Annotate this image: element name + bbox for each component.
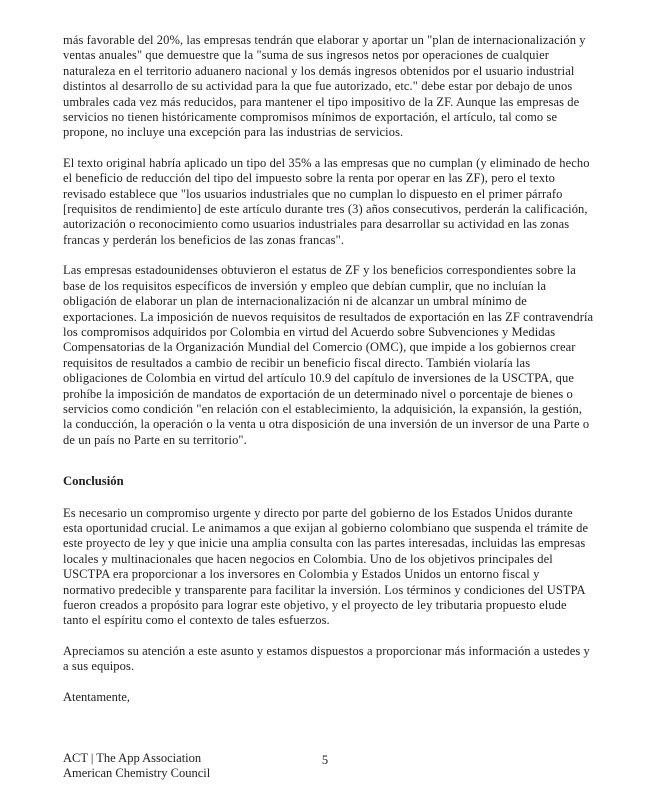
paragraph-us-companies-obligations: Las empresas estadounidenses obtuvieron el estatus de ZF y los beneficios correspondientes sobre la base de los requisitos específicos de inversión y empleo que debían cumplir, que no incluían la obligación de elaborar un plan de internacionalización ni de alcanzar un umbral mínimo de exportaciones. La imposición de nuevos requisitos de resultados de exportación en las ZF contravendría los compromisos adquiridos por Colombia en virtud del Acuerdo sobre Subvenciones y Medidas Compensatorias de la Organización Mundial del Comercio (OMC), que impide a los gobiernos crear requisitos de resultados a cambio de recibir un beneficio fiscal directo. También violaría las obligaciones de Colombia en virtud del artículo 10.9 del capítulo de inversiones de la USCTPA, que prohíbe la imposición de mandatos de exportación de un determinado nivel o porcentaje de bienes o servicios como condición "en relación con el establecimiento, la adquisición, la expansión, la gestión, la conducción, la operación o la venta u otra disposición de una inversión de un inversor de una Parte o de un país no Parte en su territorio". — [63, 263, 594, 447]
conclusion-heading: Conclusión — [63, 474, 124, 489]
closing-salutation: Atentamente, — [63, 689, 130, 704]
page-number: 5 — [321, 753, 329, 767]
paragraph-zf-thresholds: más favorable del 20%, las empresas tendrán que elaborar y aportar un "plan de internacionalización y ventas anuales" que demuestre que la "suma de sus ingresos netos por operaciones de cualquier naturaleza en el territorio aduanero nacional y los demás ingresos obtenidos por el usuario industrial distintos al desarrollo de su actividad para la que fue autorizado, etc." debe estar por debajo de unos umbrales cada vez más reducidos, para mantener el tipo impositivo de la ZF. Aunque las empresas de servicios no tienen históricamente compromisos mínimos de exportación, el artículo, tal como se propone, no incluye una excepción para las industrias de servicios. — [63, 33, 586, 140]
paragraph-conclusion-appreciation: Apreciamos su atención a este asunto y estamos dispuestos a proporcionar más información a ustedes y a sus equipos. — [63, 643, 590, 674]
letter-body — [63, 33, 594, 782]
signatory-american-chemistry-council: American Chemistry Council — [63, 766, 211, 781]
paragraph-conclusion-engagement: Es necesario un compromiso urgente y directo por parte del gobierno de los Estados Unidos durante esta oportunidad crucial. Le animamos a que exijan al gobierno colombiano que suspenda el trámite de este proyecto de ley y que inicie una amplia consulta con las partes interesadas, incluidas las empresas locales y multinacionales que hacen negocios en Colombia. Uno de los objetivos principales del USCTPA era proporcionar a los inversores en Colombia y Estados Unidos un entorno fiscal y normativo predecible y transparente para facilitar la inversión. Los términos y condiciones del USTPA fueron creados a propósito para lograr este objetivo, y el proyecto de ley tributaria propuesto elude tanto el espíritu como el contexto de tales esfuerzos. — [63, 505, 589, 628]
paragraph-original-text-35pct: El texto original habría aplicado un tipo del 35% a las empresas que no cumplan (y eliminado de hecho el beneficio de reducción del tipo del impuesto sobre la renta por operar en las ZF), pero el texto revisado establece que "los usuarios industriales que no cumplan lo dispuesto en el primer párrafo [requisitos de rendimiento] de este artículo durante tres (3) años consecutivos, perderán la calificación, autorización o reconocimiento como usuarios industriales para desarrollar su actividad en las zonas francas y perderán los beneficios de las zonas francas". — [63, 155, 590, 247]
signatory-act-app-association: ACT | The App Association — [63, 751, 202, 766]
